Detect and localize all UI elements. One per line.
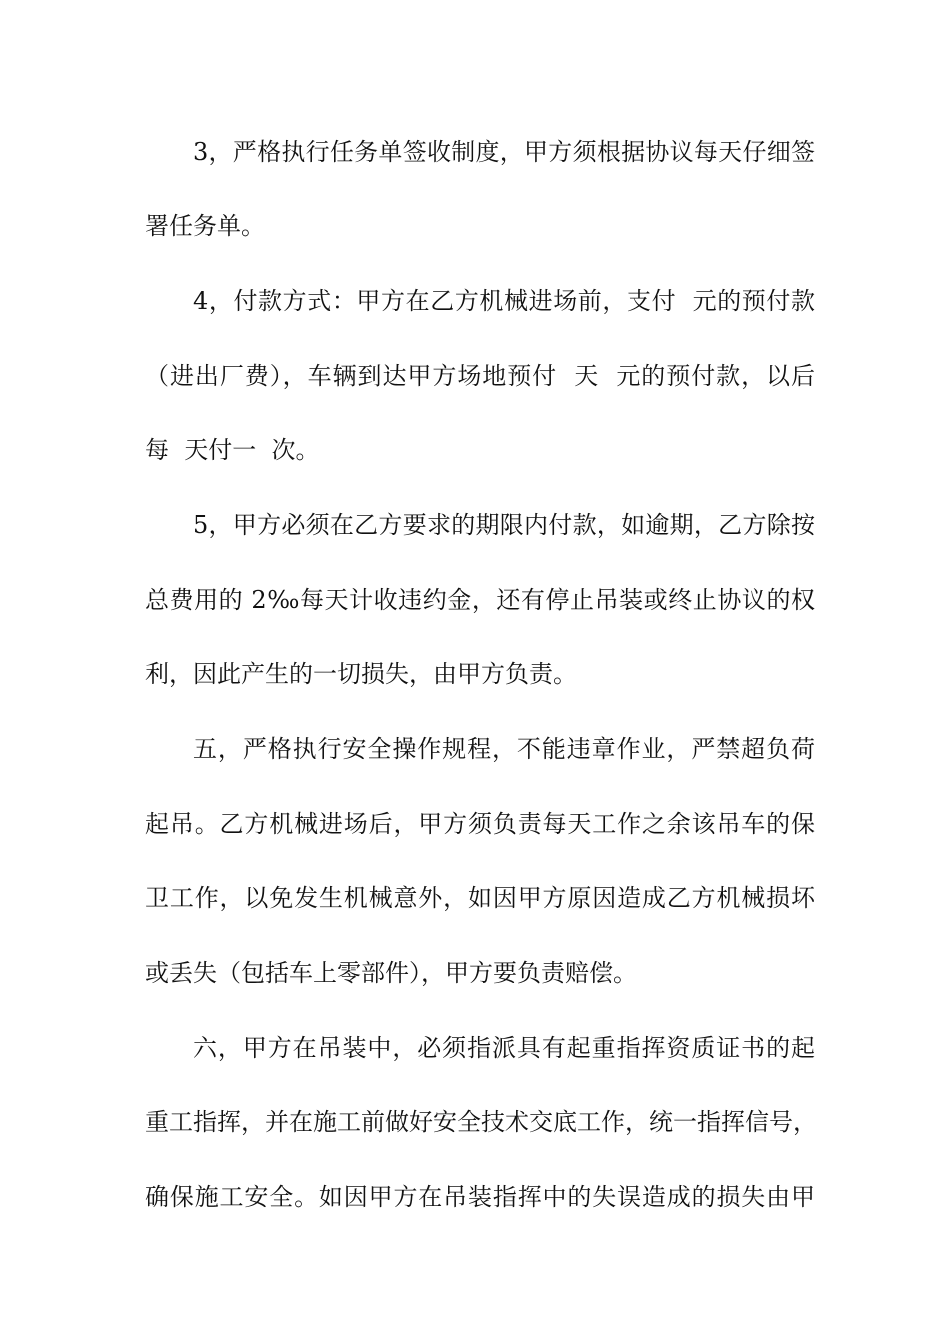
paragraph-wu-line-4: 或丢失（包括车上零部件），甲方要负责赔偿。: [145, 959, 637, 987]
paragraph-wu-line-3: 卫工作，以免发生机械意外，如因甲方原因造成乙方机械损坏: [145, 884, 815, 912]
paragraph-3-line-2: 署任务单。: [145, 212, 265, 240]
paragraph-3-line-1: 3，严格执行任务单签收制度，甲方须根据协议每天仔细签: [193, 138, 815, 166]
paragraph-liu-line-3: 确保施工安全。如因甲方在吊装指挥中的失误造成的损失由甲: [145, 1183, 815, 1211]
paragraph-wu-line-2: 起吊。乙方机械进场后，甲方须负责每天工作之余该吊车的保: [145, 810, 815, 838]
paragraph-5-line-3: 利，因此产生的一切损失，由甲方负责。: [145, 660, 577, 688]
paragraph-liu-line-1: 六，甲方在吊装中，必须指派具有起重指挥资质证书的起: [193, 1034, 815, 1062]
paragraph-wu-line-1: 五，严格执行安全操作规程，不能违章作业，严禁超负荷: [193, 735, 815, 763]
paragraph-4-line-2: （进出厂费），车辆到达甲方场地预付 天 元的预付款，以后: [145, 362, 815, 390]
paragraph-5-line-1: 5，甲方必须在乙方要求的期限内付款，如逾期，乙方除按: [193, 511, 815, 539]
paragraph-5-line-2: 总费用的 2‰每天计收违约金，还有停止吊装或终止协议的权: [145, 586, 815, 614]
paragraph-4-line-1: 4，付款方式：甲方在乙方机械进场前，支付 元的预付款: [193, 287, 815, 315]
paragraph-liu-line-2: 重工指挥，并在施工前做好安全技术交底工作，统一指挥信号，: [145, 1108, 817, 1136]
paragraph-4-line-3: 每 天付一 次。: [145, 436, 320, 464]
